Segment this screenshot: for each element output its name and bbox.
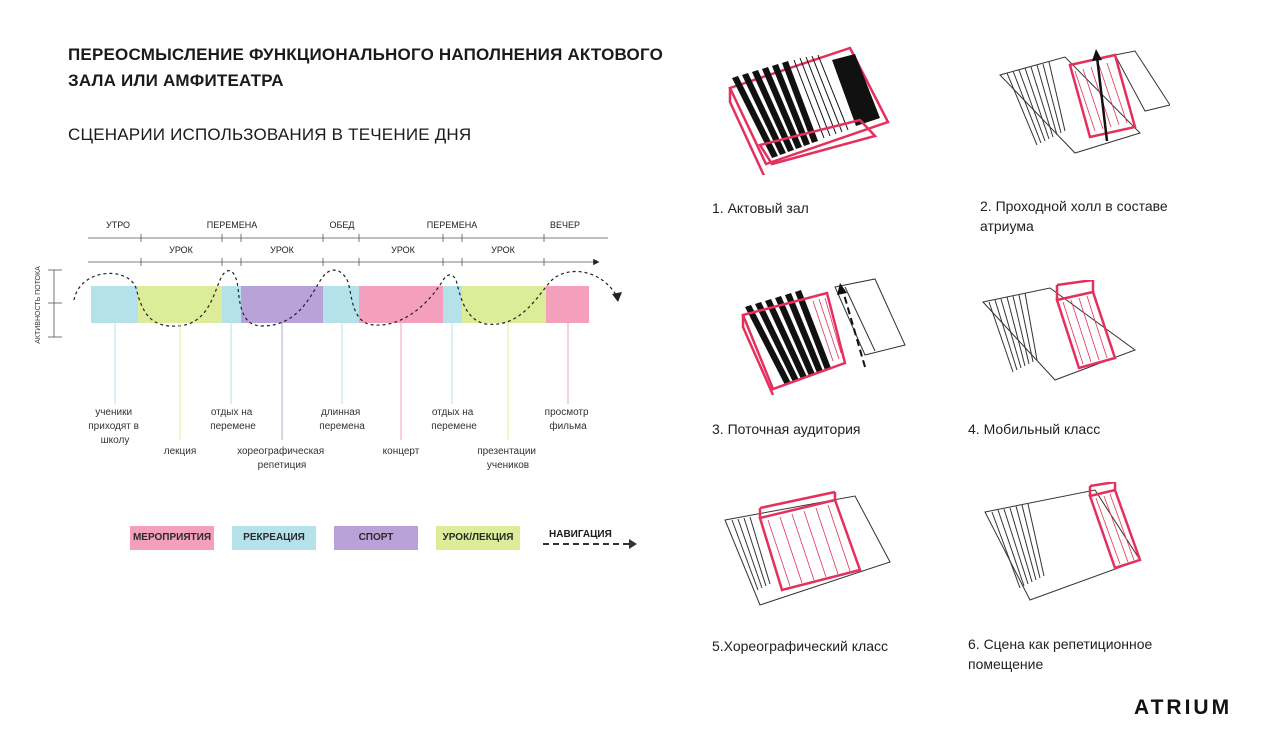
callout-break-rest: отдых на перемене bbox=[210, 407, 256, 432]
scenario-4-illustration bbox=[975, 280, 1150, 390]
scenario-3-caption: 3. Поточная аудитория bbox=[712, 421, 861, 437]
scenario-1-illustration bbox=[720, 40, 895, 175]
scenario-5-caption: 5.Хореографический класс bbox=[712, 638, 888, 654]
segment-lesson bbox=[462, 286, 546, 323]
callout-presentations: презентации учеников bbox=[477, 446, 537, 471]
legend-lesson: УРОК/ЛЕКЦИЯ bbox=[436, 526, 520, 550]
legend-events: МЕРОПРИЯТИЯ bbox=[130, 526, 214, 550]
segment-events bbox=[359, 286, 443, 323]
legend-recreation: РЕКРЕАЦИЯ bbox=[232, 526, 316, 550]
page-title: ПЕРЕОСМЫСЛЕНИЕ ФУНКЦИОНАЛЬНОГО НАПОЛНЕНИЯ АКТОВОГО ЗАЛА ИЛИ АМФИТЕАТРА bbox=[68, 45, 664, 90]
scenario-1-caption: 1. Актовый зал bbox=[712, 200, 809, 216]
atrium-logo: ATRIUM bbox=[1134, 696, 1233, 719]
legend-navigation-label: НАВИГАЦИЯ bbox=[549, 529, 612, 540]
period-label: ОБЕД bbox=[329, 220, 355, 230]
segment-recreation bbox=[443, 286, 462, 323]
day-timeline bbox=[0, 200, 660, 500]
callout-students-arrive: ученики приходят в школу bbox=[88, 407, 139, 446]
scenario-2-caption: 2. Проходной холл в составе атриума bbox=[980, 198, 1168, 234]
scenario-2-illustration bbox=[995, 45, 1170, 165]
scenario-5-illustration bbox=[720, 490, 895, 615]
scenario-6-caption: 6. Сцена как репетиционное помещение bbox=[968, 636, 1153, 672]
lesson-label: УРОК bbox=[391, 245, 415, 255]
callout-long-break: длинная перемена bbox=[319, 407, 365, 432]
period-label: ПЕРЕМЕНА bbox=[426, 220, 478, 230]
period-label: УТРО bbox=[105, 220, 131, 230]
callout-break-rest: отдых на перемене bbox=[431, 407, 477, 432]
callout-film: просмотр фильма bbox=[544, 407, 589, 432]
dashed-arrow-icon bbox=[543, 543, 629, 545]
legend-sport: СПОРТ bbox=[334, 526, 418, 550]
page-subtitle: СЦЕНАРИИ ИСПОЛЬЗОВАНИЯ В ТЕЧЕНИЕ ДНЯ bbox=[68, 125, 472, 144]
scenario-6-illustration bbox=[980, 482, 1150, 607]
period-label: ПЕРЕМЕНА bbox=[206, 220, 258, 230]
callout-choreography: хореографическая репетиция bbox=[237, 446, 325, 471]
scenario-3-illustration bbox=[735, 265, 915, 395]
activity-axis-label: АКТИВНОСТЬ ПОТОКА bbox=[35, 266, 42, 344]
callout-lecture: лекция bbox=[163, 446, 197, 457]
legend-navigation bbox=[543, 526, 643, 550]
segment-lesson bbox=[138, 286, 222, 323]
lesson-label: УРОК bbox=[491, 245, 515, 255]
segment-sport bbox=[241, 286, 323, 323]
lesson-label: УРОК bbox=[169, 245, 193, 255]
period-label: ВЕЧЕР bbox=[549, 220, 581, 230]
segment-events bbox=[546, 286, 589, 323]
callout-concert: концерт bbox=[382, 446, 420, 457]
segment-recreation bbox=[91, 286, 138, 323]
scenario-4-caption: 4. Мобильный класс bbox=[968, 421, 1101, 437]
lesson-label: УРОК bbox=[270, 245, 294, 255]
